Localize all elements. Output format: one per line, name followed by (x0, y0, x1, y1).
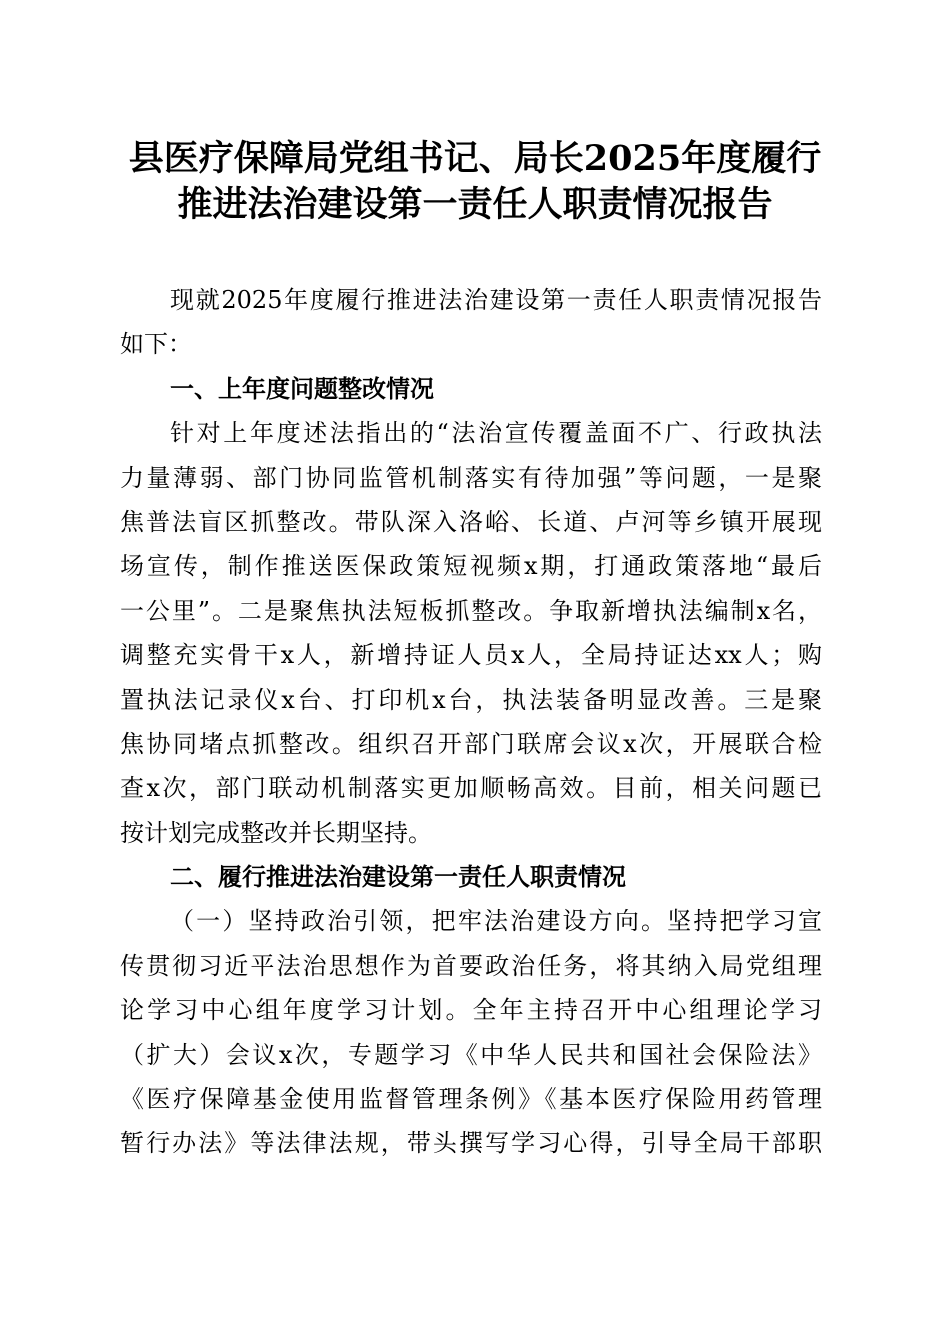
document-title (0, 136, 950, 228)
body-text-line: 传贯彻习近平法治思想作为首要政治任务，将其纳入局党组理 (120, 951, 822, 980)
body-text-line: 焦普法盲区抓整改。带队深入洛峪、长道、卢河等乡镇开展现 (120, 507, 822, 536)
body-text-line: 调整充实骨干x人，新增持证人员x人，全局持证达xx人；购 (120, 641, 822, 670)
section-heading: 二、履行推进法治建设第一责任人职责情况 (170, 863, 626, 892)
body-text-line: 现就2025年度履行推进法治建设第一责任人职责情况报告 (170, 286, 822, 314)
document-body (120, 278, 822, 1166)
body-text-line: 如下： (120, 330, 192, 359)
body-text-line: 力量薄弱、部门协同监管机制落实有待加强”等问题，一是聚 (120, 463, 822, 492)
body-text-line: 置执法记录仪x台、打印机x台，执法装备明显改善。三是聚 (120, 685, 822, 714)
body-text-line: 场宣传，制作推送医保政策短视频x期，打通政策落地“最后 (120, 552, 822, 581)
body-text-line: 按计划完成整改并长期坚持。 (120, 818, 432, 847)
section-heading: 一、上年度问题整改情况 (170, 374, 434, 403)
body-text-line: （扩大）会议x次，专题学习《中华人民共和国社会保险法》 (120, 1040, 822, 1069)
body-text-line: 暂行办法》等法律法规，带头撰写学习心得，引导全局干部职 (120, 1129, 822, 1158)
body-text-line: （一）坚持政治引领，把牢法治建设方向。坚持把学习宣 (170, 907, 822, 936)
title-line-1: 县医疗保障局党组书记、局长2025年度履行 (128, 138, 822, 179)
body-text-line: 《医疗保障基金使用监督管理条例》《基本医疗保险用药管理 (120, 1085, 822, 1114)
title-line-2: 推进法治建设第一责任人职责情况报告 (177, 184, 773, 225)
body-text-line: 论学习中心组年度学习计划。全年主持召开中心组理论学习 (120, 996, 822, 1025)
body-text-line: 一公里”。二是聚焦执法短板抓整改。争取新增执法编制x名， (120, 596, 822, 625)
body-text-line: 焦协同堵点抓整改。组织召开部门联席会议x次，开展联合检 (120, 729, 822, 758)
body-text-line: 针对上年度述法指出的“法治宣传覆盖面不广、行政执法 (170, 419, 822, 448)
body-text-line: 查x次，部门联动机制落实更加顺畅高效。目前，相关问题已 (120, 774, 822, 803)
